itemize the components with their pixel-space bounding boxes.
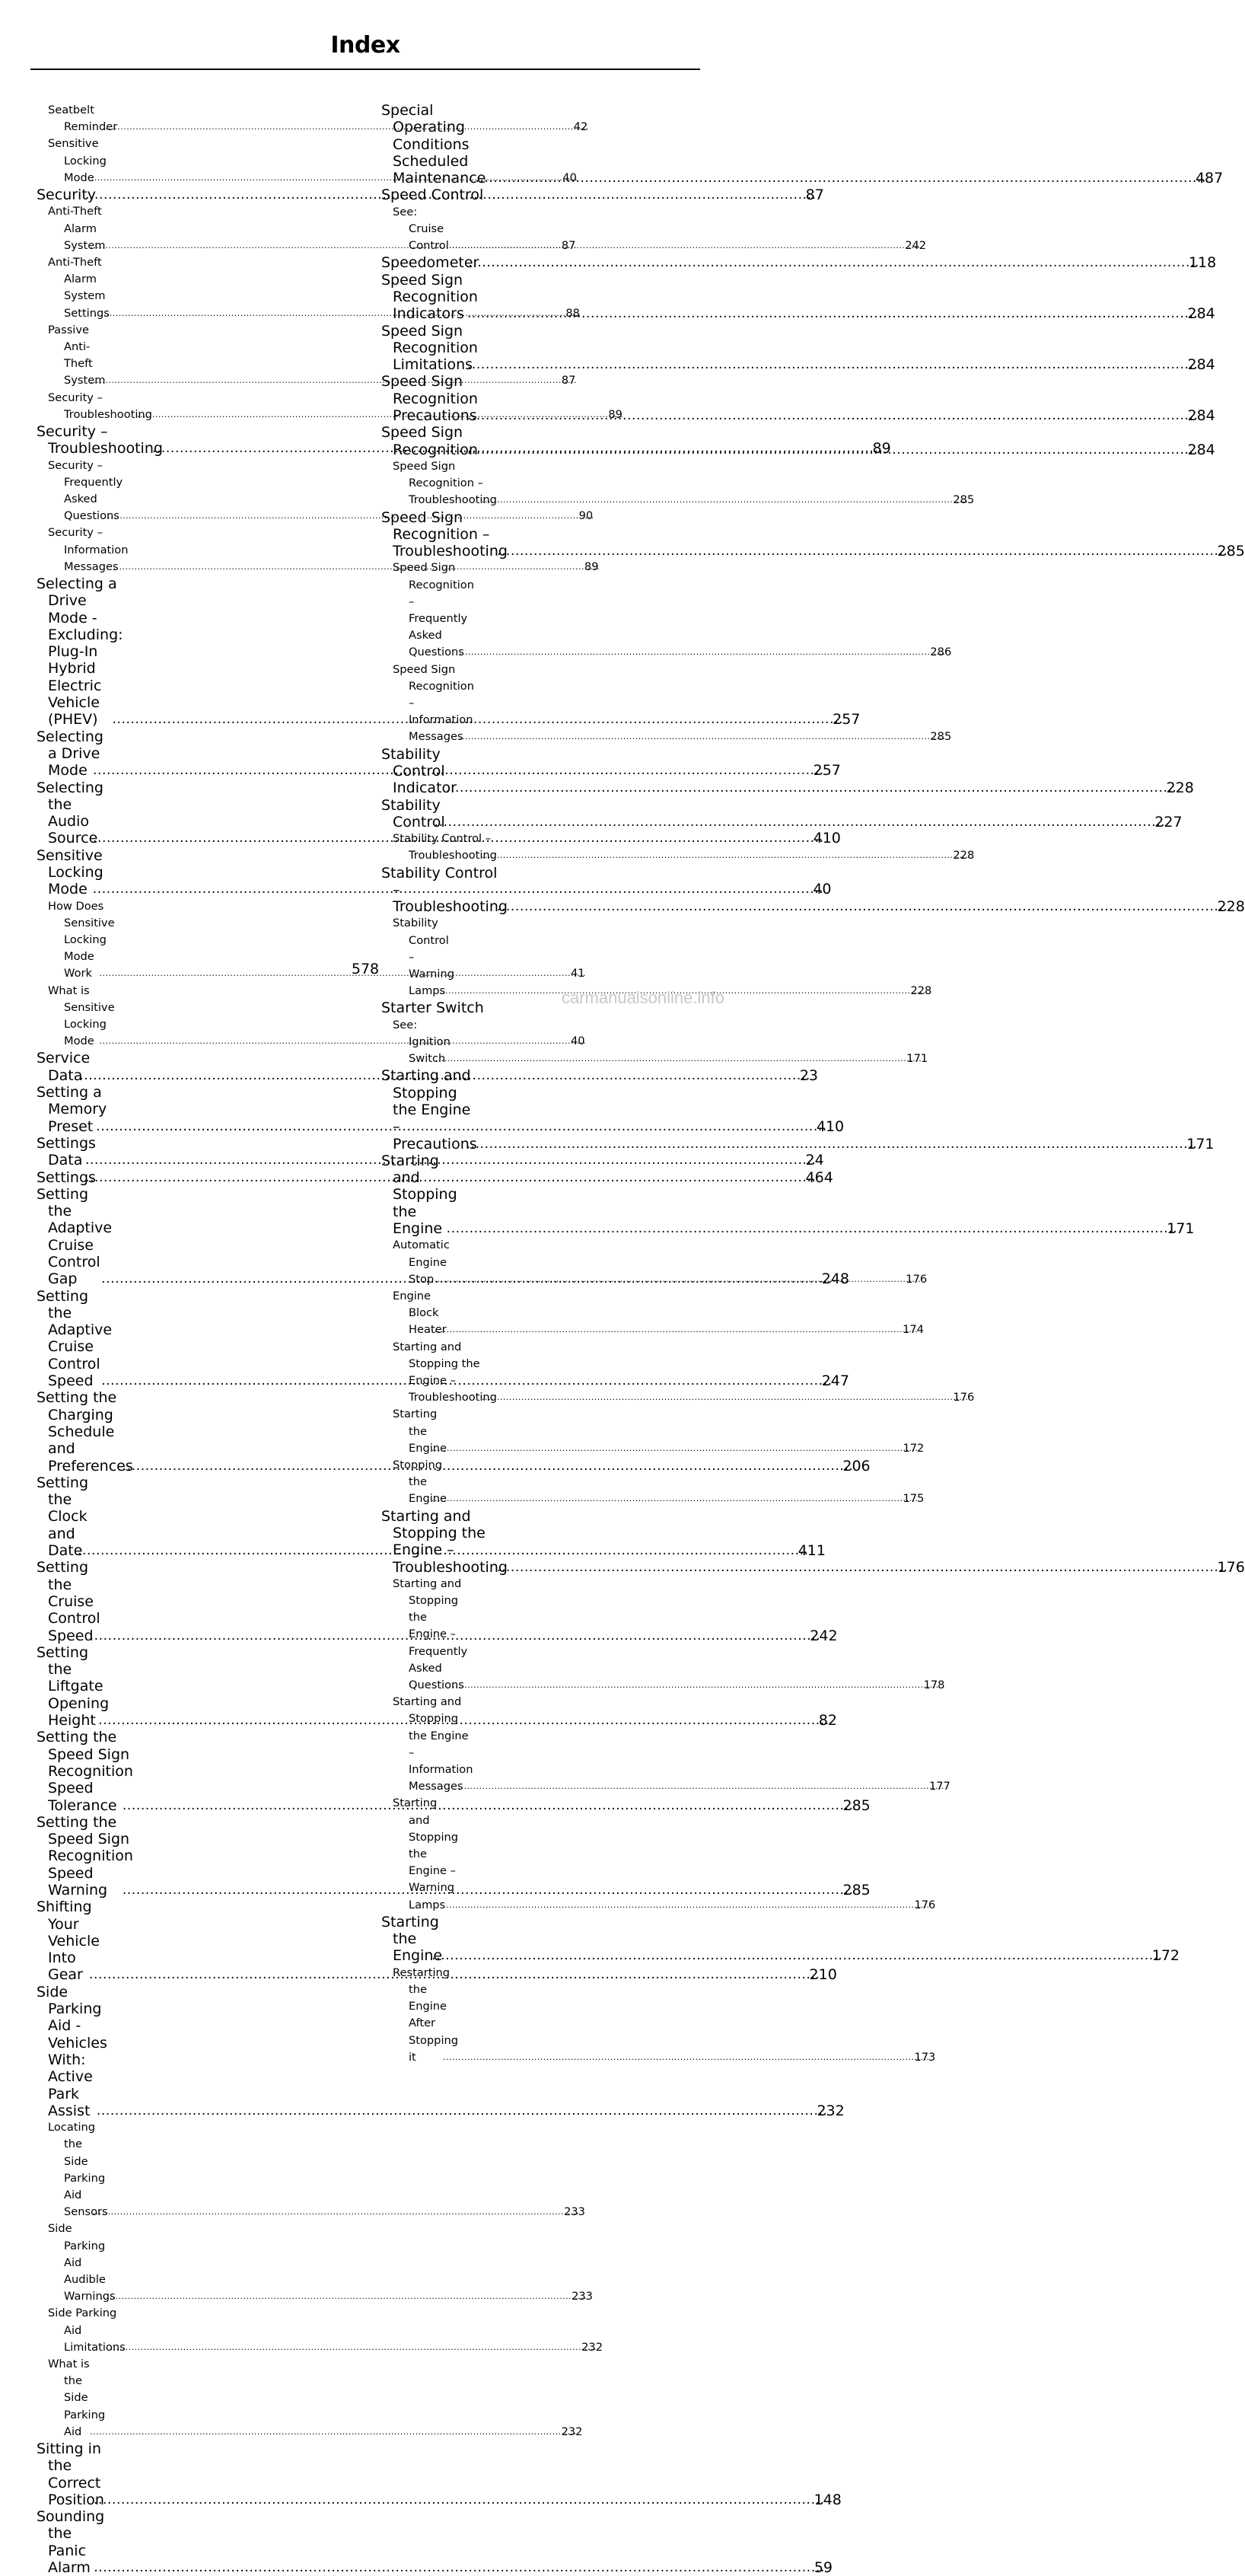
index-page-number: 82 [818, 1712, 837, 1730]
index-page-number: 176 [906, 1272, 928, 1286]
index-entry-label: Stability Control – Warning Lamps [393, 917, 454, 998]
index-page-number: 410 [813, 830, 841, 847]
index-entry-label: Service Data [37, 1050, 91, 1084]
index-entry-label: Speed Sign Recognition – Troubleshooting [393, 459, 497, 507]
dot-leader [508, 543, 1228, 560]
dot-leader [475, 728, 945, 745]
index-entry-label: Speed Sign Recognition – Frequently Asked Questions [393, 561, 474, 659]
index-entry-label: Starting and Stopping the Engine [381, 1152, 457, 1238]
index-subentry [37, 2305, 603, 2356]
dot-leader [446, 814, 1166, 831]
index-page-number: 232 [561, 2425, 583, 2438]
dot-leader [447, 1440, 918, 1457]
index-page-number: 24 [805, 1152, 824, 1169]
index-entry-label: Speedometer [381, 254, 479, 272]
index-entry-label: Side Parking Aid Limitations [48, 2307, 126, 2354]
index-entry-label: See: Cruise Control [393, 205, 449, 253]
index-subentry: Passive Anti-Theft System ..... 87 [37, 322, 350, 390]
index-page-number: 118 [1188, 254, 1217, 272]
index-entry-label: Sensitive Locking Mode [37, 846, 103, 898]
index-page-number: 228 [1217, 898, 1245, 916]
dot-leader [105, 2559, 825, 2576]
index-page-number: 232 [817, 2102, 845, 2119]
index-subentry: What is Sensitive Locking Mode ..... 40 [37, 983, 350, 1050]
index-entry-label: Selecting a Drive Mode - Excluding: Plug-In Hybrid Electric Vehicle (PHEV) [37, 575, 123, 728]
index-page-number: 59 [814, 2559, 833, 2576]
index-entry-label: Security [37, 187, 97, 204]
index-page-number: 172 [903, 1441, 925, 1455]
index-entry-label: Side Parking Aid Audible Warnings [48, 2222, 116, 2303]
dot-leader [486, 170, 1206, 187]
index-entry-label: Stability Control – Troubleshooting [393, 832, 497, 862]
index-page-number: 206 [842, 1457, 871, 1475]
index-page-number: 247 [821, 1372, 849, 1390]
dot-leader [109, 2204, 579, 2221]
header-divider [30, 69, 700, 70]
dot-leader [106, 2424, 576, 2441]
index-entry-label: Speed Sign Recognition Indicators [381, 271, 478, 323]
index-page-number: 284 [1187, 407, 1215, 425]
index-entry-label: Starting and Stopping the Engine – Precautions [381, 1067, 477, 1153]
index-subentry [37, 2119, 585, 2221]
index-entry-label: Sounding the Panic Alarm [37, 2508, 105, 2576]
index-entry-label: Passive Anti-Theft System [48, 323, 106, 387]
index-entry-label: Starting and Stopping the Engine – Information Messages [393, 1695, 473, 1793]
dot-leader [451, 1271, 921, 1288]
index-entry-label: Speed Sign Recognition – Information Messages [393, 662, 474, 744]
index-page-number: 171 [1167, 1220, 1195, 1238]
index-entry-label: Security – Troubleshooting [48, 391, 152, 421]
index-entry-label: Special Operating Conditions Scheduled Maintenance [381, 102, 486, 187]
index-entry [37, 2508, 833, 2576]
index-entry [381, 509, 1245, 560]
index-entry-label: Speed Sign Recognition [381, 424, 478, 458]
dot-leader [508, 1559, 1228, 1576]
index-page-number: 242 [905, 239, 927, 253]
index-page-number: 228 [910, 984, 932, 998]
index-subentry [381, 1017, 928, 1068]
index-entry-label: Setting the Liftgate Opening Height [37, 1643, 110, 1730]
index-entry-label: Speed Control [381, 187, 484, 204]
index-page-number: 411 [798, 1542, 826, 1560]
index-entry-label: Anti-Theft Alarm System [48, 205, 106, 252]
index-page-number: 284 [1187, 305, 1215, 323]
index-page-number: 40 [813, 881, 832, 898]
index-entry-label: Speed Sign Recognition – Troubleshooting [381, 509, 508, 560]
index-page-number: 172 [1151, 1947, 1180, 1965]
index-entry [381, 1913, 1180, 1965]
index-entry-label: What is the Side Parking Aid [48, 2357, 106, 2438]
index-entry-label: Security – Information Messages [48, 526, 129, 573]
dot-leader [105, 2492, 825, 2508]
index-page-number: 171 [1186, 1135, 1215, 1153]
dot-leader [473, 1778, 944, 1795]
index-page-number: 285 [1217, 543, 1245, 560]
index-entry-label: Security – Troubleshooting [37, 422, 163, 457]
dot-leader [479, 305, 1199, 322]
dot-leader [459, 1897, 929, 1914]
index-page-number: 89 [872, 440, 891, 457]
index-subentry: How Does Sensitive Locking Mode Work ..... 41 [37, 898, 350, 983]
index-page-number: 228 [953, 849, 975, 862]
index-entry-label: How Does Sensitive Locking Mode Work [48, 899, 115, 980]
index-entry [381, 254, 1217, 272]
index-entry-label: Starter Switch [381, 999, 484, 1017]
dot-leader [447, 1321, 918, 1338]
index-entry-label: Starting the Engine [393, 1408, 447, 1455]
dot-leader [479, 356, 1199, 373]
index-page-number: 286 [930, 646, 952, 659]
index-page-number: 178 [923, 1679, 945, 1692]
index-entry [37, 1643, 837, 1730]
index-page-number: 410 [816, 1117, 845, 1135]
index-entry-label: Setting the Speed Sign Recognition Speed Warning [37, 1813, 133, 1899]
dot-leader [450, 238, 920, 254]
index-entry-label: Starting and Stopping the Engine – Frequently Asked Questions [393, 1577, 468, 1692]
page-number: 578 [351, 961, 380, 977]
dot-leader [475, 644, 945, 661]
index-entry [381, 796, 1183, 831]
index-subentry: Anti-Theft Alarm System Settings ..... 88 [37, 254, 350, 322]
index-subentry [37, 2221, 593, 2305]
index-entry-label: Engine Block Heater [393, 1289, 447, 1337]
index-entry-label: See: Ignition Switch [393, 1018, 451, 1066]
index-entry-label: Restarting the Engine After Stopping it [393, 1965, 459, 2064]
index-page-number: 148 [814, 2491, 842, 2508]
index-entry-label: Locating the Side Parking Aid Sensors [48, 2121, 108, 2219]
index-entry-label: Selecting a Drive Mode [37, 728, 103, 779]
index-page-number: 285 [953, 493, 975, 507]
watermark: carmanualsonline.info [561, 988, 724, 1007]
index-subentry: Security – Frequently Asked Questions ..... 90 [37, 457, 350, 525]
index-page-number: 176 [914, 1898, 936, 1911]
index-page-number: 257 [813, 762, 841, 779]
index-page-number: 285 [930, 730, 952, 744]
index-page-number: 210 [809, 1966, 837, 1984]
index-entry [381, 322, 1215, 374]
index-entry-label: Selecting the Audio Source [37, 779, 103, 847]
index-page-number: 487 [1195, 170, 1224, 187]
index-entry-label: Shifting Your Vehicle Into Gear [37, 1899, 100, 1984]
index-page-number: 242 [810, 1627, 838, 1644]
index-page-number: 257 [833, 711, 861, 728]
index-entry-label: Security – Frequently Asked Questions [48, 458, 123, 523]
index-entry-label: Setting the Adaptive Cruise Control Speed [37, 1287, 113, 1390]
index-entry-label: Setting the Adaptive Cruise Control Gap [37, 1185, 113, 1288]
index-entry [37, 2441, 842, 2508]
index-entry-label: Sitting in the Correct Position [37, 2441, 104, 2508]
index-subentry: Seatbelt Reminder ..... 42 [37, 102, 350, 135]
dot-leader [451, 1050, 922, 1067]
index-subentry: Security – Troubleshooting ..... 89 [37, 390, 350, 423]
dot-leader [479, 254, 1199, 271]
index-page-number: 174 [903, 1323, 924, 1337]
index-page-number: 177 [928, 1780, 950, 1793]
index-subentry [37, 2356, 583, 2441]
dot-leader [498, 847, 968, 864]
index-entry-label: Starting and Stopping the Engine – Warning Lamps [393, 1797, 459, 1911]
index-page-number: 87 [805, 187, 824, 204]
index-page-number: 176 [1217, 1558, 1245, 1576]
index-page-number: 175 [903, 1492, 925, 1506]
index-entry-label: What is Sensitive Locking Mode [48, 984, 115, 1048]
index-entry-label: Speed Sign Recognition Precautions [381, 373, 478, 425]
index-subentry: Security – Information Messages ..... 89 [37, 524, 350, 575]
dot-leader [459, 2049, 929, 2066]
index-subentry [381, 204, 927, 255]
index-entry-label: Seatbelt Reminder [48, 104, 118, 134]
dot-leader [443, 1947, 1163, 1964]
index-page-number: 23 [799, 1066, 819, 1084]
index-page-number: 285 [842, 1797, 871, 1814]
index-page-number: 233 [572, 2290, 593, 2303]
index-entry-label: Stability Control [381, 796, 445, 831]
index-subentry: Sensitive Locking Mode ..... 40 [37, 135, 350, 187]
index-entry-label: Settings [37, 1168, 96, 1186]
index-entry-label: Starting and Stopping the Engine – Troubleshooting [381, 1507, 508, 1576]
dot-leader [458, 1220, 1178, 1237]
index-entry [37, 1168, 833, 1186]
index-page-number: 232 [581, 2340, 603, 2354]
dot-leader [116, 2288, 587, 2305]
dot-leader [108, 2103, 828, 2119]
index-entry-label: Starting the Engine [381, 1913, 443, 1965]
dot-leader [126, 2339, 597, 2356]
index-entry-label: Setting the Speed Sign Recognition Speed Tolerance [37, 1729, 133, 1814]
dot-leader [479, 407, 1199, 424]
index-entry-label: Anti-Theft Alarm System Settings [48, 255, 110, 320]
index-entry-label: Sensitive Locking Mode [48, 137, 107, 184]
index-subentry [381, 458, 975, 509]
index-entry-label: Setting a Memory Preset [37, 1084, 107, 1135]
dot-leader [498, 492, 968, 509]
index-entry [37, 1134, 824, 1169]
index-entry-label: Speed Sign Recognition Limitations [381, 322, 478, 374]
index-entry [381, 373, 1215, 425]
index-entry-label: Setting the Clock and Date [37, 1474, 89, 1560]
index-entry-label: Stability Control Indicator [381, 745, 457, 797]
index-subentry [381, 1406, 925, 1457]
index-page-number: 233 [564, 2205, 585, 2219]
index-entry-label: Starting and Stopping the Engine – Troubleshooting [393, 1340, 497, 1404]
index-entry [381, 271, 1215, 323]
index-entry-label: Setting the Cruise Control Speed [37, 1559, 100, 1644]
index-entry-label: Stopping the Engine [393, 1459, 447, 1506]
index-page-number: 173 [914, 2050, 936, 2064]
index-page-number: 248 [821, 1270, 849, 1288]
index-subentry [381, 560, 952, 661]
index-page-number: 176 [953, 1391, 975, 1404]
dot-leader [498, 1389, 968, 1406]
index-subentry: Anti-Theft Alarm System ..... 87 [37, 203, 350, 254]
index-entry [37, 1050, 819, 1084]
index-page-number: 285 [842, 1881, 871, 1899]
index-page-number: 227 [1154, 813, 1183, 831]
index-entry-label: Automatic Engine Stop [393, 1239, 450, 1286]
index-subentry [381, 1288, 924, 1339]
index-entry [381, 187, 695, 203]
index-page-number: 171 [906, 1052, 928, 1066]
index-entry-label: Side Parking Aid - Vehicles With: Active Park Assist [37, 1983, 107, 2119]
dot-leader [468, 1677, 938, 1694]
index-entry-label: Settings Data [37, 1134, 96, 1169]
index-entry-label: Setting the Charging Schedule and Preferences [37, 1389, 133, 1475]
index-entry [381, 102, 1224, 187]
dot-leader [479, 442, 1199, 458]
dot-leader [508, 898, 1228, 915]
index-entry-label: Stability Control – Troubleshooting [381, 864, 508, 916]
index-page-number: 284 [1187, 356, 1215, 374]
dot-leader [457, 779, 1177, 796]
index-page-number: 464 [805, 1168, 833, 1186]
index-page-number: 228 [1166, 779, 1194, 797]
dot-leader [447, 1490, 918, 1507]
dot-leader [478, 1136, 1198, 1153]
page-title: Index [330, 32, 400, 59]
index-page-number: 284 [1187, 441, 1215, 458]
